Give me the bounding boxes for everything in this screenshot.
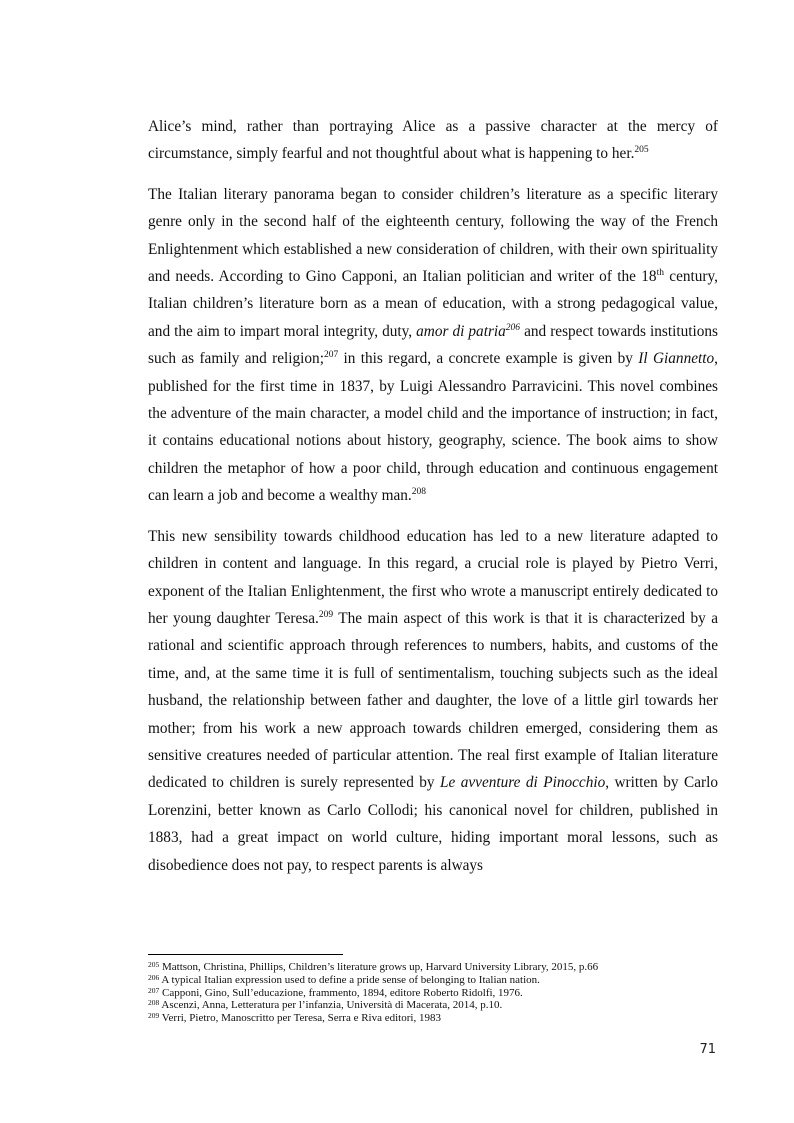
page-number: 71 xyxy=(699,1042,716,1057)
page-body xyxy=(148,113,718,892)
p3-text-2: The main aspect of this work is that it is characterized by a rational and scientific approach through references to numbers, habits, and customs of the time, and, at the same time it is full of sentimentalism, touching subjects such as the ideal husband, the relationship between father and daughter, the love of a little girl towards her mother; from his work a new approach towards children emerged, considering them as sensitive creatures needed of particular attention. The real first example of Italian literature dedicated to children is surely represented by xyxy=(148,609,718,792)
footnotes xyxy=(148,954,718,1025)
footnote-ref-205[interactable]: 205 xyxy=(634,145,649,156)
footnote-text: A typical Italian expression used to define a pride sense of belonging to Italian nation. xyxy=(159,973,540,986)
p2-text-5: , published for the first time in 1837, by Luigi Alessandro Parravicini. This novel combines the adventure of the main character, a model child and the importance of instruction; in fact, it contains educational notions about history, geography, science. The book aims to show children the metaphor of how a poor child, through education and continuous engagement can learn a job and become a wealthy man. xyxy=(148,350,718,505)
footnote-number: 207 xyxy=(148,985,160,995)
footnote-208 xyxy=(148,999,718,1012)
footnote-number: 205 xyxy=(148,960,160,969)
footnote-ref-206[interactable]: 206 xyxy=(505,322,521,333)
footnote-205 xyxy=(148,961,718,974)
footnote-ref-208[interactable]: 208 xyxy=(411,487,427,498)
footnote-text: Mattson, Christina, Phillips, Children’s literature grows up, Harvard University Library, 2015, p.66 xyxy=(159,961,599,973)
footnote-text: Ascenzi, Anna, Letteratura per l’infanzia, Università di Macerata, 2014, p.10. xyxy=(159,999,503,1012)
p2-text-3: and respect towards institutions such as family and religion; xyxy=(148,322,718,368)
footnote-209 xyxy=(148,1012,718,1025)
footnote-number: 209 xyxy=(148,1011,160,1021)
footnote-ref-209[interactable]: 209 xyxy=(318,609,334,620)
ordinal-suffix: th xyxy=(656,268,664,279)
p3-text-3: , written by Carlo Lorenzini, better known as Carlo Collodi; his canonical novel for children, published in 1883, had a great impact on world culture, hiding important moral lessons, such as disobedience does not pay, to respect parents is always xyxy=(148,774,718,874)
italic-il-giannetto: Il Giannetto xyxy=(638,350,715,368)
footnote-separator xyxy=(148,954,343,955)
footnote-206 xyxy=(148,974,718,987)
paragraph-1 xyxy=(148,113,718,168)
footnote-text: Verri, Pietro, Manoscritto per Teresa, Serra e Riva editori, 1983 xyxy=(159,1012,441,1025)
footnote-text: Capponi, Gino, Sull’educazione, frammento, 1894, editore Roberto Ridolfi, 1976. xyxy=(159,986,523,999)
footnote-number: 206 xyxy=(148,972,160,982)
p2-text-1: The Italian literary panorama began to consider children’s literature as a specific literary genre only in the second half of the eighteenth century, following the way of the French Enlightenment which established a new consideration of children, with their own spirituality and needs. According to Gino Capponi, an Italian politician and writer of the 18 xyxy=(148,185,718,286)
paragraph-3 xyxy=(148,523,718,879)
italic-amor-di-patria: amor di patria xyxy=(416,322,506,340)
p1-text: Alice’s mind, rather than portraying Alice as a passive character at the mercy of circumstance, simply fearful and not thoughtful about what is happening to her. xyxy=(148,118,718,163)
footnote-ref-207[interactable]: 207 xyxy=(323,350,339,361)
italic-le-avventure-di-pinocchio: Le avventure di Pinocchio xyxy=(440,774,606,792)
p3-text-1: This new sensibility towards childhood education has led to a new literature adapted to children in content and language. In this regard, a crucial role is played by Pietro Verri, exponent of the Italian Enlightenment, the first who wrote a manuscript entirely dedicated to her young daughter Teresa. xyxy=(148,527,718,627)
p2-text-4: in this regard, a concrete example is given by xyxy=(338,350,639,368)
paragraph-2 xyxy=(148,181,718,510)
p2-text-2: century, Italian children’s literature born as a mean of education, with a strong pedagogical value, and the aim to impart moral integrity, duty, xyxy=(148,268,719,340)
footnote-number: 208 xyxy=(148,998,160,1008)
footnote-207 xyxy=(148,987,718,1000)
